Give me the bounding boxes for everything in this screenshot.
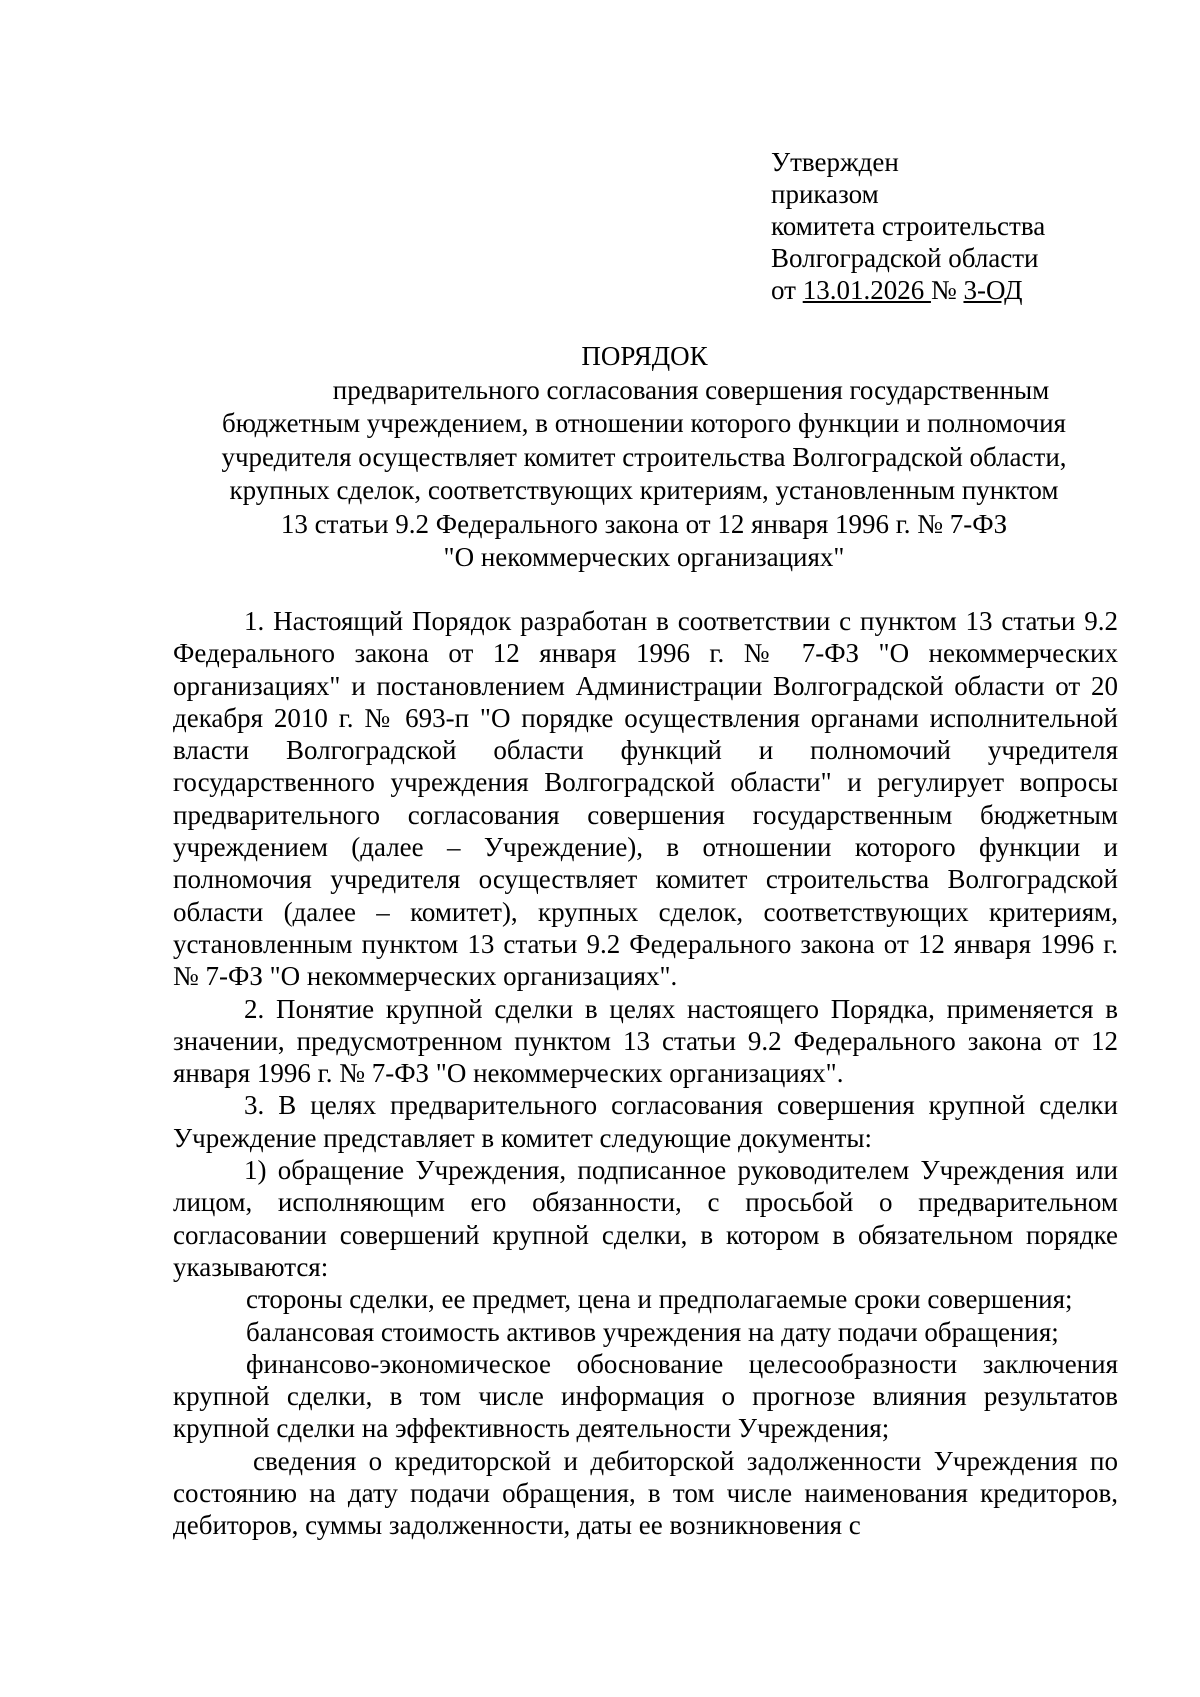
paragraph-1: 1. Настоящий Порядок разработан в соответствии с пунктом 13 статьи 9.2 Федерального закона от 12 января 1996 г. № 7-ФЗ "О некоммерческих организациях" и постановлением Администрации Волгоградской области от 20 декабря 2010 г. № 693-п "О порядке осуществления органами исполнительной власти Волгоградской области функций и полномочий учредителя государственного учреждения Волгоградской области" и регулирует вопросы предварительного согласования совершения государственным бюджетным учреждением (далее – Учреждение), в отношении которого функции и полномочия учредителя осуществляет комитет строительства Волгоградской области (далее – комитет), крупных сделок, соответствующих критериям, установленным пунктом 13 статьи 9.2 Федерального закона от 12 января 1996 г. № 7-ФЗ "О некоммерческих организациях".: [173, 606, 1118, 992]
sub-item-parties: стороны сделки, ее предмет, цена и предполагаемые сроки совершения;: [246, 1284, 1073, 1315]
approval-line: приказом: [771, 179, 879, 209]
paragraph-3: 3. В целях предварительного согласования совершения крупной сделки Учреждение представляет в комитет следующие документы:: [173, 1090, 1118, 1153]
paragraph-2: 2. Понятие крупной сделки в целях настоящего Порядка, применяется в значении, предусмотренном пунктом 13 статьи 9.2 Федерального закона от 12 января 1996 г. № 7-ФЗ "О некоммерческих организациях".: [173, 993, 1118, 1089]
approval-date-line: [771, 274, 1045, 306]
document-body: [173, 605, 1118, 1542]
sub-item-debts: сведения о кредиторской и дебиторской задолженности Учреждения по состоянию на дату подачи обращения, в том числе наименования кредиторов, дебиторов, суммы задолженности, даты ее возникновения с: [173, 1445, 1118, 1541]
approval-stamp: [771, 146, 1045, 306]
title-line: крупных сделок, соответствующих критериям, установленным пунктом: [229, 475, 1059, 505]
title-line: учредителя осуществляет комитет строительства Волгоградской области,: [221, 441, 1067, 472]
order-number: 3-ОД: [963, 275, 1023, 305]
approval-line: комитета строительства: [771, 211, 1046, 241]
title-line: 13 статьи 9.2 Федерального закона от 12 января 1996 г. № 7-ФЗ: [280, 508, 1008, 539]
document-title: [170, 340, 1118, 575]
date-prefix: от: [771, 275, 803, 305]
title-line: "О некоммерческих организациях": [443, 542, 845, 572]
list-item-1: 1) обращение Учреждения, подписанное руководителем Учреждения или лицом, исполняющим его обязанности, с просьбой о предварительном согласовании совершений крупной сделки, в котором в обязательном порядке указываются:: [173, 1155, 1118, 1282]
number-prefix: №: [930, 275, 964, 305]
approval-line: Утвержден: [771, 147, 899, 177]
sub-item-balance: балансовая стоимость активов учреждения на дату подачи обращения;: [246, 1316, 1059, 1347]
approval-line: Волгоградской области: [771, 243, 1039, 273]
title-line: бюджетным учреждением, в отношении которого функции и полномочия: [222, 408, 1066, 438]
document-heading: ПОРЯДОК: [581, 341, 708, 371]
order-date: 13.01.2026: [802, 275, 931, 305]
title-line: предварительного согласования совершения государственным: [332, 374, 1050, 405]
sub-item-justification: финансово-экономическое обоснование целесообразности заключения крупной сделки, в том числе информация о прогнозе влияния результатов крупной сделки на эффективность деятельности Учреждения;: [173, 1348, 1118, 1444]
